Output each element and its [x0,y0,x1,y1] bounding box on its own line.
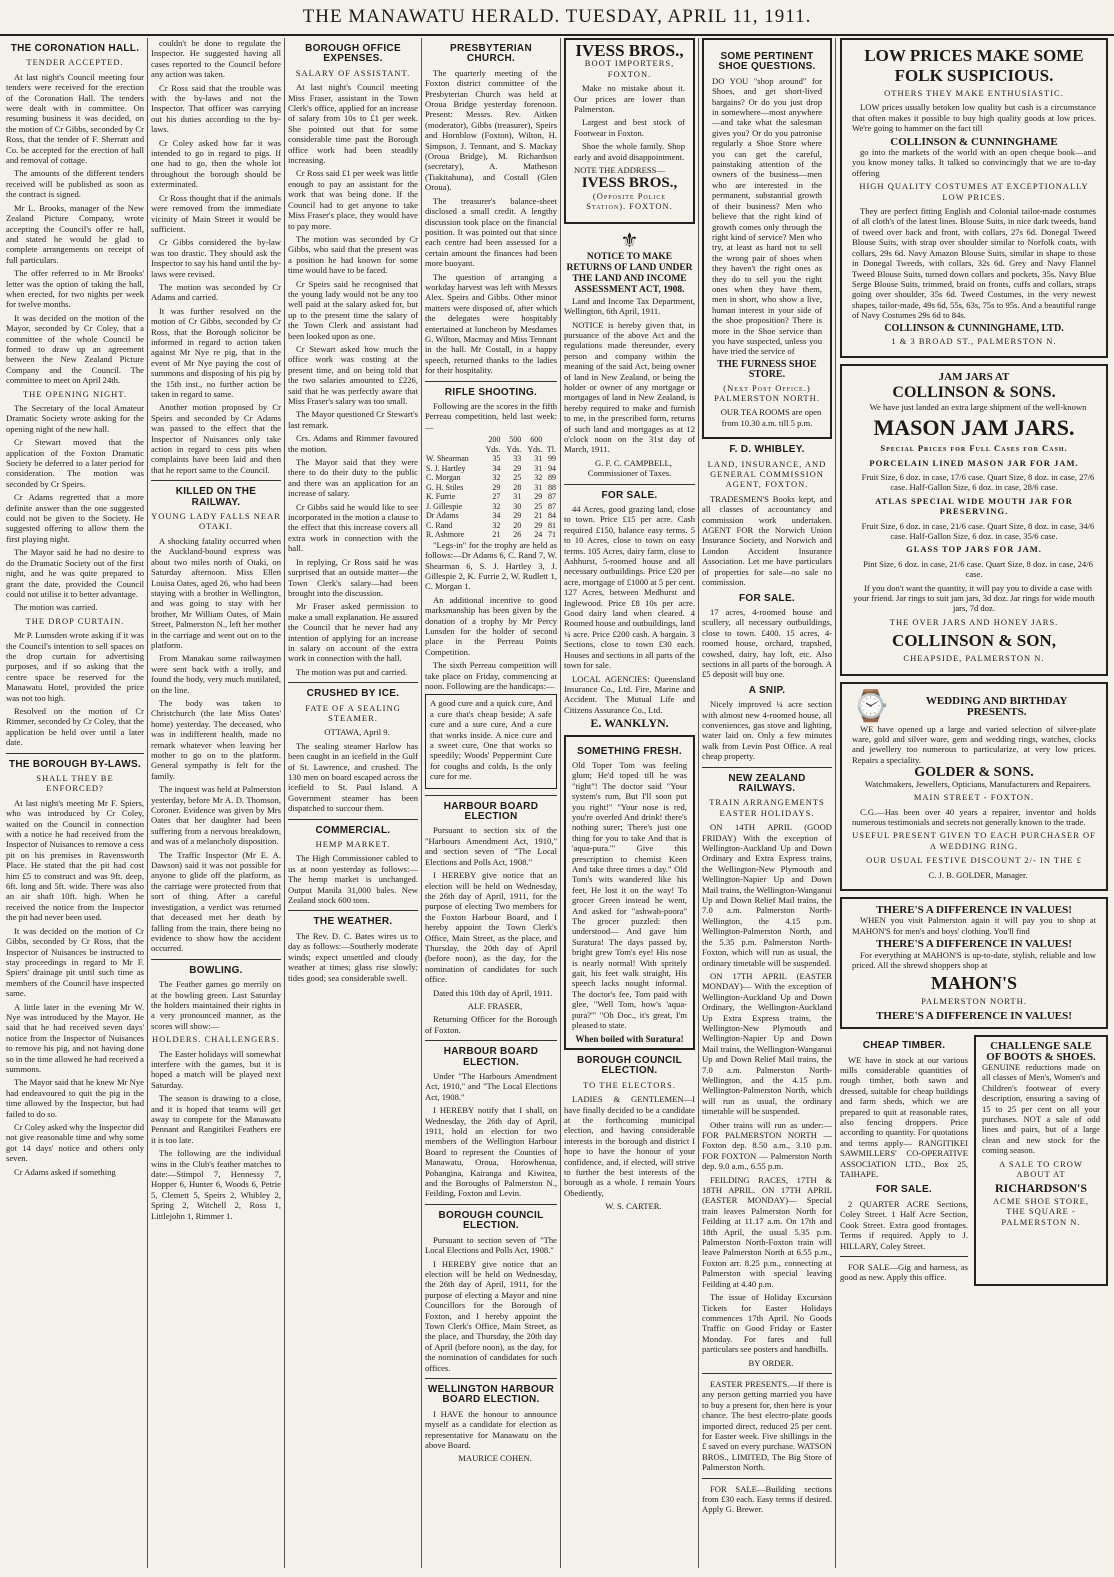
paragraph: If you don't want the quantity, it will pay you to divide a case with your friend. Jar rings to suit jam jars, 3d doz. Jar rings for wide mouth jars, 7d doz. [853,582,1095,614]
paragraph: The Mayor said he had no desire to do the Dramatic Society out of the first night, and he was quite prepared to grant the date, provided the Council could not utilise it to better advantage. [6,547,144,599]
ad-subtitle: Special Prices for Full Cases for Cash. [880,443,1068,454]
divider [702,1478,832,1479]
product-line: GLASS TOP JARS FOR JAM. [906,544,1042,555]
paragraph: ON 17TH APRIL (EASTER MONDAY)— With the exception of Wellington-Auckland Up and Down Ordinary, the Wellington-Auckland Up Extra Express trains, the Wellington-New Plymouth and Wellington-Napier Up and Down Mail trains, the Wellington-Wanganui Up and Down Relief Mail trains, the 7.0 a.m. Palmerston North-Wellington, and the 4.15 p.m. Wellington-Palmerston North, which will run as usual, the ordinary timetable will be suspended. [702,970,832,1117]
column-rule [421,38,422,1568]
subheading: SALARY OF ASSISTANT. [295,67,411,78]
signature: ALF. FRASER, [467,1000,523,1011]
table-row [425,521,557,531]
paragraph: Mr L. Brooks, manager of the New Zealand Picture Company, wrote accepting the Council's offer re hall, and stated he would be glad to complete arrangements on receipt of full particulars. [6,202,144,265]
table-cell: 32 [492,501,501,511]
agent-name: E. WANKLYN. [590,716,669,731]
subheading: YOUNG LADY FALLS NEAR OTAKI. [151,511,281,532]
table-header-cell: Yds. [527,444,543,454]
paragraph: The Easter holidays will somewhat interfere with the games, but it is hoped a match will be played next Saturday. [151,1048,281,1090]
ad-headline: LOW PRICES MAKE SOME FOLK SUSPICIOUS. [864,46,1084,85]
table-cell: 27 [492,492,501,502]
table-cell: 94 [548,463,556,473]
table-cell: 25 [513,473,522,483]
table-cell: 26 [513,530,522,540]
paragraph: go into the markets of the world with an open cheque book—and you know money talks. It talked so convincingly that we are to-day offering [852,147,1096,178]
paragraph: The Feather games go merrily on at the bowling green. Last Saturday the holders maintained their rights in a very pronounced manner, as the scores will show:— [151,979,281,1031]
paragraph: In replying, Cr Ross said he was surprised that an outside matter—the Town Clerk's salary—had been brought into the discussion. [288,556,418,598]
classifieds-column [840,1035,968,1286]
headline-cheap-timber: CHEAP TIMBER. [862,1040,946,1052]
ad-headline: THERE'S A DIFFERENCE IN VALUES! [876,1009,1072,1022]
paragraph: Other trains will run as under:— FOR PALMERSTON NORTH —Foxton dep. 8.50 a.m., 3.10 p.m. FOR FOXTON — Palmerston North dep. 9.0 a.m., 6.55 p.m. [702,1119,832,1172]
furness-shoe-ad [702,38,832,439]
paragraph: Cr Stewart moved that the application of the Foxton Dramatic Society be deferred to a later period for consideration. The motion was seconded by Cr Speirs. [6,437,144,489]
table-cell: 84 [548,511,556,521]
paragraph: The motion was put and carried. [296,666,408,677]
column-2 [151,38,281,1568]
ad-subtitle: (Opposite Police Station). FOXTON. [586,190,673,212]
paragraph: Pint Size, 6 doz. in case, 21/6 case. Quart Size, 8 doz. in case, 24/6 case. [863,558,1093,580]
paragraph: It was decided on the motion of Cr Gibbs, seconded by Cr Ross, that the Inspector of Nuisances be instructed to stay proceedings in regard to Mr F. Spiers' drainage pit until such time as members of the Council have inspected same. [6,925,144,999]
paragraph: couldn't be done to regulate the Inspector. He suggested having all cases reported to the Council before any action was taken. [151,38,281,80]
suratura-ad [564,735,695,1050]
headline-borough-election: BOROUGH COUNCIL ELECTION. [576,1054,683,1077]
paragraph: The season is drawing to a close, and it is hoped that teams will get away to compete for the Manawatu Pennant and Rangitikei Feathers ere it is too late. [151,1093,281,1145]
paragraph: Cr Ross thought that if the animals were removed from the immediate vicinity of Main Street it would be sufficient. [151,192,281,234]
paragraph: The Rev. D. C. Bates wires us to day as follows:—Southerly moderate winds; expect unsettled and cloudy weather at times; glass rise slowly; tides good; sea considerable swell. [288,930,418,983]
table-cell: 87 [548,501,556,511]
paragraph: For everything at MAHON'S is up-to-date, stylish, reliable and low priced. All the shrewd shoppers shop at [852,949,1096,970]
table-cell: 30 [513,501,522,511]
ad-subtitle: HIGH QUALITY COSTUMES AT EXCEPTIONALLY LOW PRICES. [859,181,1089,202]
paragraph: The motion was seconded by Cr Adams and carried. [151,281,281,303]
table-header [425,435,557,445]
column-rule [835,38,836,1568]
paragraph: We have just landed an extra large shipment of the well-known [869,401,1087,412]
paragraph: I HAVE the honour to announce myself as a candidate for election as representative for Manawatu on the above Board. [425,1408,557,1450]
paragraph: At last night's meeting Mr F. Spiers, who was introduced by Cr Coley, waited on the Council in connection with a notice he had received from the Inspector of Nuisances to remove a cess pit on his premises in Ravensworth Place. He stated that the pit had cost him £5 to construct and was 9ft. deep, 6ft. long and 5ft. wide. There was also an air shaft 10ft. high. When he received the notice from the Inspector the pit had never been used. [6,797,144,923]
paragraph: ON 14TH APRIL (GOOD FRIDAY) With the exception of Wellington-Auckland Up and Down Ordinary and Extra Express trains, the Wellington-New Plymouth and Wellington-Napier Up and Down Mail trains, the Wellington-Wanganui Up and Down Relief Mail trains, the 7.0 a.m. Palmerston North-Wellington, the 4.15 p.m. Wellington-Palmerston North, and the 5.35 p.m. Palmerston North-Foxton, which will run as usual, the ordinary timetable will be suspended. [702,822,832,968]
headline-rifle-shooting: RIFLE SHOOTING. [444,386,538,398]
ad-brand: THE FURNESS SHOE STORE. [717,358,817,381]
headline-borough-election: BOROUGH COUNCIL ELECTION. [438,1209,544,1232]
paragraph: Make no mistake about it. Our prices are lower than Palmerston. [574,83,685,115]
ad-subtitle: CHEAPSIDE, PALMERSTON N. [903,653,1045,664]
ad-text: DO YOU "shop around" for Shoes, and get short-lived bargains? Or do you just drop in somewhere—most anywhere—and take what the salesman gives you? Or do you patronise regularly a Shoe Store where you can get the careful, painstaking attention of the owners of the business—men who are interested in the permanent, substantial growth of their business? Men who believe that the right kind of growth comes only through the right kind of service? Men who try, at least as hard not to sell the wrong pair of shoes when they haven't the right ones as they do to sell you the right ones when they have them, men in short, who show a live, human interest in your side of the shoe proposition? There is more in the Shoe service than you have suspected, unless you have tried the service of [712,75,822,357]
headline-presbyterian: PRESBYTERIAN CHURCH. [450,43,532,65]
paragraph: Crs. Adams and Rimmer favoured the motion. [288,433,418,454]
table-cell: 81 [548,520,556,530]
paragraph: The body was taken to Christchurch (the late Miss Oates' home) yesterday. The deceased, who was in indifferent health, made no remark whatever when leaving her mother to go on to the platform. General sympathy is felt for the family. [151,697,281,781]
ad-brand: COLLINSON & SONS. [892,383,1056,401]
subheading: HOLDERS. CHALLENGERS. [152,1034,280,1045]
table-header-cell: 600 [530,435,543,445]
divider [425,1040,557,1041]
ad-brand: IVESS BROS., [575,41,684,60]
divider [288,910,418,911]
paragraph: Cr Ross said that the trouble was with the by-laws and not the Inspector. That officer was carrying out his duties according to the by-laws. [151,82,281,135]
mason-jam-jars-ad [840,364,1108,675]
table-cell: 88 [548,482,556,492]
divider [288,682,418,683]
signature: W. S. CARTER. [605,1201,662,1212]
paragraph: Under "The Harbours Amendment Act, 1910," and "The Local Elections Act, 1908." [425,1071,557,1102]
divider [6,753,144,754]
paragraph: The motion was carried. [14,602,98,613]
ad-headline: CHALLENGE SALE OF BOOTS & SHOES. [986,1040,1096,1063]
ad-subtitle: OUR USUAL FESTIVE DISCOUNT 2/- IN THE £ [866,855,1082,866]
product-line: ATLAS SPECIAL WIDE MOUTH JAR FOR PRESERVING. [875,495,1073,517]
table-header-cell: Yds. [485,444,501,454]
table-cell: Dr Adams [426,511,459,521]
headline-something-fresh: SOMETHING FRESH. [577,745,682,757]
dateline: OTTAWA, April 9. [324,727,390,738]
table-cell: R. Ashmore [426,530,465,540]
table-row [425,511,557,521]
headline-coronation-hall: THE CORONATION HALL. [10,43,140,54]
paragraph: EASTER PRESENTS.—If there is any person getting married you have to buy a present for, then here is your chance. The best electro-plate goods imported direct, reduced 25 per cent. for Easter week. Five shillings in the £ saved on every purchase. WATSON BROS., LIMITED, The Big Store of Palmerston North. [702,1378,832,1473]
column-rule [284,38,285,1568]
table-cell: 31 [534,482,543,492]
subheading: THE OPENING NIGHT. [22,388,127,399]
column-rule [147,38,148,1568]
collinson-cunninghame-ad [840,38,1108,358]
paragraph: GENUINE reductions made on all classes of Men's, Women's and Children's footwear of every description, ensuring a saving of 15 to 25 per cent on all your purchases. NOT a sale of odd lines and pairs, but of a large clean and new stock for the coming season. [982,1062,1100,1156]
paragraph: Another motion proposed by Cr Speirs and seconded by Cr Adams was passed to the effect that the Inspector of Nuisances only take action in regard to cess pits when complaints have been laid and then that he report same to the Council. [151,402,281,475]
paragraph: The offer referred to in Mr Brooks' letter was the option of taking the hall, when erected, for two nights per week for twelve months. [6,268,144,310]
column-6 [702,38,832,1568]
subheading: SHALL THEY BE ENFORCED? [36,773,114,794]
richardsons-ad [974,1035,1108,1286]
ivess-bros-ad [564,38,695,224]
table-cell: C. Morgan [426,473,461,483]
ad-headline: JAM JARS AT [938,371,1010,384]
table-cell: 87 [548,492,556,502]
headline-whibley: F. D. WHIBLEY. [729,444,805,456]
table-cell: 21 [492,530,501,540]
ad-subtitle: ACME SHOE STORE, THE SQUARE - PALMERSTON N. [993,1195,1089,1227]
ad-headline: MASON JAM JARS. [873,415,1075,441]
divider [702,767,832,768]
paragraph: Dated this 10th day of April, 1911. [433,987,553,998]
ad-subtitle: 1 & 3 BROAD ST., PALMERSTON N. [891,335,1057,346]
divider [151,480,281,481]
paragraph: C.G.—Has been over 40 years a repairer, inventor and holds numerous testimonials and secrets not generally known to the trade. [852,806,1096,827]
paragraph: Fruit Size, 6 doz. in case, 21/6 case. Quart Size, 8 doz. in case, 34/6 case. Half-Gallon Size, 6 doz. in case, 35/6 case. [861,520,1095,541]
subheading: HEMP MARKET. [315,839,391,850]
paragraph: The Secretary of the local Amateur Dramatic Society wrote asking for the opening night of the new hall. [6,403,144,434]
table-cell: 32 [492,520,501,530]
signature: G. F. C. CAMPBELL, Commissioner of Taxes. [587,457,672,479]
paragraph: Cr Gibbs said he would like to see incorporated in the motion a clause to the effect that this increase covers all extra work in connection with the hall. [288,501,418,554]
column-rule [560,38,561,1568]
table-row [425,502,557,512]
table-header-cell: 200 [488,435,501,445]
divider [425,795,557,796]
paragraph: I HEREBY give notice that an election will be held on Wednesday, the 26th day of April, 1911, for the purpose of electing Two members for the Foxton Harbour Board, and I hereby appoint the Town Clerk's Office, Main Street, as the place, and Thursday, the 20th day of April (before noon), as the day, for the nomination of candidates for such office. [425,870,557,985]
paragraph: Shoe the whole family. Shop early and avoid disappointment. [574,141,685,162]
paragraph: The Mayor said that they were there to do their duty to the public and there was an application for an increase of salary. [288,457,418,499]
table-header-cell: Tl. [546,444,556,454]
paragraph: WE have opened up a large and varied selection of silver-plate ware, gold and silver ware, gem and wedding rings, watches, clocks and jewellery too numerous to particularize, at very low prices. Repairs a speciality. [852,723,1096,765]
paragraph: Returning Officer for the Borough of Foxton. [425,1014,557,1035]
divider [425,1204,557,1205]
divider [564,484,695,485]
ad-brand: IVESS BROS., [581,175,678,192]
subheading: THE DROP CURTAIN. [25,615,125,626]
paragraph: NOTE THE ADDRESS— [574,165,666,176]
paragraph: I HEREBY give notice that an election will be held on Wednesday, the 26th day of April, 1911, for the purpose of electing a Mayor and nine Councillors for the Borough of Foxton, and I hereby appoint the Town Clerk's Office, Main Street, as the place, and Thursday, the 20th day of April (before noon), as the day, for the nomination of candidates for such offices. [425,1258,557,1373]
headline-bowling: BOWLING. [189,964,243,976]
table-row [425,454,557,464]
table-cell: 29 [534,520,543,530]
paragraph: Cr Stewart asked how much the office work was costing at the present time, and on being told that the two salaries amounted to £226, said that he was perfectly aware that Miss Fraser's salary was too small. [288,343,418,406]
crest-icon: ⚜ [620,229,639,252]
paragraph: Nicely improved ¼ acre section with almost new 4-roomed house, all conveniences, gas stove and lighting, water laid on. Only a few minutes walk from Levin Post Office. A real cheap property. [702,699,832,762]
paragraph: Land and Income Tax Department, Wellington, 6th April, 1911. [564,295,695,317]
paragraph: LOCAL AGENCIES: Queensland Insurance Co., Ltd. Fire, Marine and Accident. The Mutual Life and Citizens Assurance Co., Ltd. [564,673,695,715]
column-1 [6,38,144,1568]
pocket-watch-icon: ⌚ [852,689,890,723]
table-cell: J. Gillespie [426,501,462,511]
table-cell: 71 [548,530,556,540]
table-cell: 34 [492,511,501,521]
ad-subtitle: BOOT IMPORTERS, FOXTON. [584,58,675,79]
divider [151,959,281,960]
ad-text: A good cure and a quick cure, And a cure that's cheap beside; A safe cure and a sure cure, And a cure that works inside. A nice cure and a sweet cure, One that works so speedily; Woods' Peppermint Cure for coughs and colds, Is the only cure for me. [430,698,552,782]
paragraph: Pursuant to section seven of "The Local Elections and Polls Act, 1908." [425,1234,557,1256]
paragraph: The sealing steamer Harlow has been caught in an icefield in the Gulf of St. Lawrence, and crushed. The 130 men on board escaped across the icefield to St. Paul Island. A Government steamer has been dispatched to succour them. [288,740,418,814]
divider [840,1256,968,1257]
table-cell: W. Shearman [426,454,469,464]
table-cell: C. Rand [426,520,453,530]
score-table [425,435,557,540]
table-header [425,445,557,455]
headline-harbour-election: HARBOUR BOARD ELECTION [443,800,539,823]
ad-subtitle: MAIN STREET - FOXTON. [913,792,1035,803]
table-cell: 25 [534,501,543,511]
subheading: TRAIN ARRANGEMENTS EASTER HOLIDAYS. [709,797,825,818]
ad-headline: WEDDING AND BIRTHDAY PRESENTS. [925,695,1068,718]
paragraph: At last night's Council meeting four tenders were received for the erection of the Coronation Hall. The tenders were dealt with in committee. On resuming business it was decided, on the motion of Cr Gibbs, seconded by Cr Ross, that the tender of F. Sherratt and Co. be accepted for the erection of hall and removal of cottage. [6,71,144,166]
signature: C. J. B. GOLDER, Manager. [928,869,1028,880]
divider [425,381,557,382]
paragraph: LADIES & GENTLEMEN—I have finally decided to be a candidate at the forthcoming municipal election, and having considerable interests in the borough and district I hope to have the honour of your confidence, and, if elected, will strive to further the best interests of the borough as a whole. I remain Yours Obediently, [564,1094,695,1198]
paragraph: Mr P. Lumsden wrote asking if it was the Council's intention to sell spaces on the drop curtain for advertising purposes, and if so asking that the centre space be reserved for the Manawatu Hotel, provided the price was not too high. [6,630,144,703]
column-rule [698,38,699,1568]
paragraph: At last night's Council meeting Miss Fraser, assistant in the Town Clerk's office, applied for an increase of salary from 10s to £1 per week. She pointed out that for some considerable time past the Borough office work had been steadily increasing. [288,82,418,166]
table-cell: 29 [492,482,501,492]
paragraph: Pursuant to section six of the "Harbours Amendment Act, 1910," and section seven of "The Local Elections and Polls Act, 1908." [425,825,557,867]
headline-wellington-harbour: WELLINGTON HARBOUR BOARD ELECTION. [427,1383,555,1406]
paragraph: It was decided on the motion of the Mayor, seconded by Cr Coley, that a committee of the whole Council be formed to draw up an agreement between the New Zealand Picture Company and the Council. The committee to meet on April 24th. [6,312,144,386]
paragraph: The Traffic Inspector (Mr E. A. Dawson) said it was not possible for anyone to glide off the platform, as the carriage were protected from that sort of thing. After a careful investigation, a verdict was returned that deceased met her death by falling from the train, there being no evidence to show how the accident occurred. [151,849,281,954]
table-cell: 24 [534,530,543,540]
ad-brand: COLLINSON & CUNNINGHAME [890,135,1058,148]
table-row [425,492,557,502]
paragraph: OUR TEA ROOMS are open from 10.30 a.m. till 5 p.m. [720,407,822,428]
paragraph: An additional incentive to good marksmanship has been given by the donation of a trophy by Mr Percy Lunsden for the holder of second place in the Perreau Points Competition. [425,594,557,657]
headline-crushed-by-ice: CRUSHED BY ICE. [306,688,400,700]
paragraph: The treasurer's balance-sheet disclosed a small credit. A lengthy discussion took place on the financial position. It was pointed out that since each centre had been assessed for a certain amount the finances had been more buoyant. [425,195,557,269]
table-cell: 35 [492,454,501,464]
paragraph: The Mayor questioned Cr Stewart's last remark. [288,409,418,430]
headline-office-expenses: BOROUGH OFFICE EXPENSES. [305,43,401,65]
paragraph: Cr Gibbs considered the by-law was too drastic. They should ask the Inspector to say his hand until the by-laws were revised. [151,237,281,279]
paragraph: "Legs-in" for the trophy are held as follows:—Dr Adams 6, C. Rand 7, W. Shearman 6, S. J. Hartley 3, J. Gillespie 2, K. Furrie 2, W. Rudlett 1, C. Morgan 1. [425,539,557,592]
paragraph: LOW prices usually betoken low quality but cash is a circumstance that often makes it possible to buy high quality goods at low prices. We're going to hammer on the fact till [852,102,1096,134]
headline-weather: THE WEATHER. [313,916,393,928]
paragraph: Watchmakers, Jewellers, Opticians, Manufacturers and Repairers. [864,778,1092,789]
table-cell: 31 [513,492,522,502]
paragraph: TRADESMEN'S Books kept, and all classes of accountancy and commission work undertaken. AGENT FOR the Norwich Union Insurance Society, and Norwich and London Accident Insurance Association. Let me have particulars of properties for sale—no sale no commission. [702,493,832,588]
headline-commercial: COMMERCIAL. [315,824,391,836]
table-cell: 32 [534,473,543,483]
subheading: TO THE ELECTORS. [583,1079,676,1090]
table-cell: 31 [534,463,543,473]
ad-text: Old Toper Tom was feeling glum; He'd toped till he was "tight"! The doctor said "Your system's rum, But I'll soon put you right!" "Your nose is red, you're overfed And drink! there's nothing surer; There's just one thing for you to take And that is 'aqua-pura.'" Give this prescription to chemist Keen And take three times a day." Old Tom's wits wandered like his feet, He lost it on the way! To grocer Green instead he went, And asked for "ashwah-poora" The grocer puzzled: then understood— And gave him Suratura! The days passed by, bright grew Tom's eye! His nose is nearly normal! With spritely gait, his feet walk straight, His speech lacks nought informal. The doctor's fee, Tom paid with glee, "Well Tom, how's 'aqua-pura?'" "Oh Doc., it's great, I'm pleased to state. [572,759,687,1031]
ad-brand: RICHARDSON'S [994,1181,1087,1196]
paragraph: Following are the scores in the fifth Perreau competition, held last week:— [425,401,557,432]
paragraph: The Mayor said that he knew Mr Nye had endeavoured to quit the pig in the time allowed by the Inspector, but had failed to do so. [6,1077,144,1119]
ad-tagline: When boiled with Suratura! [575,1033,684,1044]
table-cell: 99 [548,454,556,464]
notice-heading: NOTICE TO MAKE RETURNS OF LAND UNDER THE LAND AND INCOME ASSESSMENT ACT, 1908. [566,251,693,295]
paragraph: The sixth Perreau competition will take place on Friday, commencing at noon. Following are the handicaps:— [425,660,557,691]
paragraph: The quarterly meeting of the Foxton district committee of the Presbyterian Church was held at Oroua Bridge yesterday forenoon. Present: Messrs. Rev. Aitken (moderator), Gibbs (treasurer), Speirs and Hornblow (Foxton), Wilton, H. Simpson, J. Tennant, and S. Mackay (Oroua Bridge), M. Richardson (secretary), A. Matheson (Tiakitahuna), and Costall (Glen Oroua). [425,67,557,193]
paragraph: Cr Speirs said he recognised that the young lady would not be any too well paid at the salary asked for, but up to the present time the salary of the Town Clerk and assistant had been looked upon as one. [288,278,418,341]
paragraph: The question of arranging a workday harvest was left with Messrs Alex. Speirs and Gibbs. Other minor matters were disposed of, after which the delegates were hospitably entertained at luncheon by Mesdames G. Wilton, Macmay and Miss Tennant in the hall. Mr Costall, in a happy speech, returned thanks to the ladies for their hospitality. [425,271,557,376]
table-cell: 32 [492,473,501,483]
headline-for-sale: FOR SALE. [875,1184,933,1196]
headline-killed-railway: KILLED ON THE RAILWAY. [175,486,257,508]
paragraph: Cr Ross said £1 per week was little enough to pay an assistant for the work that was being done. If the Council had to get anyone to take Miss Fraser's place, they would have to pay more. [288,168,418,231]
headline-for-sale: FOR SALE. [601,489,658,501]
paragraph: They are perfect fitting English and Colonial tailor-made costumes of all cloth's of the latest lines. Blouse Suits, in nice dark tweeds, band of tweed over back and front, with collars, 27s 6d. Donegal Tweed Blouse Suits, with strap over shoulder similar to Norfolk coats, with collars, 29s 6d. Navy Amazon Blouse Suits, similar in shape to those in Donegal Tweeds, with collars, 32s 6d. Grey and Navy Flannel Tweed Blouse Suits, turned down collars and pockets, 35s. Navy Blue Serge Blouse Suits, trimmed, braid on fronts, cuffs and collars, straps going over shoulder, 35s 6d. Tweed Costumes, in the very newest shapes, tailor-made, 49s 6d, 55s, 63s, 75s to 95s. And a beautiful range of Navy Costumes 29s 6d to 84s. [852,206,1096,321]
paragraph: It was further resolved on the motion of Cr Gibbs, seconded by Cr Ross, that the Borough solicitor be informed in regard to action taken against Mr Nye re pig, that in the event of Mr Nye paying the cost of summons and disposing of his pig by the 15th inst., no further action be taken in regard to same. [151,305,281,399]
table-cell: 21 [534,511,543,521]
paragraph: Fruit Size, 6 doz. in case, 17/6 case. Quart Size, 8 doz. in case, 27/6 case. Half-Gallon Size, 6 doz. in case, 28/6 case. [861,471,1095,493]
paragraph: I HEREBY notify that I shall, on Wednesday, the 26th day of April, 1911, hold an election for two members of the Wellington Harbour Board to represent the Counties of Manawatu, Oroua, Horowhenua, Pohangina, Kairanga and Kiwitea, and the Boroughs of Palmerston N., Feilding, Foxton and Levin. [425,1105,557,1199]
paragraph: 17 acres, 4-roomed house and scullery, all necessary outbuildings, close to town. £400. 15 acres, 4-roomed house, orchard, trapshed, cowshed, dairy, hay loft, etc. Also sections in all parts of the borough. A £5 deposit will buy one. [702,606,832,680]
signature: BY ORDER. [748,1357,794,1368]
paragraph: A shocking fatality occurred when the Auckland-bound express was about two miles north of Otaki, on Saturday afternoon. Miss Ellen Louisa Oates, aged 26, who had been staying with a brother in Wellington, and was going to stay with her brother, Mr William Oates, of Main Street, Palmerston N., left her mother in the carriage and went out on to the platform. [151,535,281,650]
headline-railways: NEW ZEALAND RAILWAYS. [728,772,806,794]
headline-for-sale: FOR SALE. [738,592,796,604]
paragraph: Cr Adams asked if something [14,1166,116,1177]
table-cell: G. H. Stiles [426,482,464,492]
paragraph: The motion was seconded by Cr Gibbs, who said that the present was a position he had known for some time would have to be faced. [288,233,418,276]
paragraph: WHEN you visit Palmerston again it will pay you to shop at MAHON'S for men's and boys' clothing. You'll find [852,915,1096,936]
paragraph: A little later in the evening Mr W. Nye was introduced by the Mayor. He said that he had received seven days' notice from the Inspector of Nuisances to remove his pig, and not having done so in the time allowed he had received a summons. [6,1001,144,1074]
paragraph: 2 QUARTER ACRE Sections, Coley Street. 1 Half Acre Section, Cook Street. Extra good frontages. Terms if required. Apply to J. HILLARY, Coley Street. [840,1198,968,1251]
headline-shoe-questions: SOME PERTINENT SHOE QUESTIONS. [718,51,816,73]
paragraph: WE have in stock at our various mills considerable quantities of rough timber, both sawn and dressed, suitable for cheap buildings and farm sheds, which we are prepared to quit at reasonable rates, also fencing droppers. Price according to quantity. For quotations and terms apply— RANGITIKEI SAWMILLERS' CO-OPERATIVE ASSOCIATION LTD., Box 25, TAIHAPE. [840,1054,968,1180]
subheading: TENDER ACCEPTED. [26,57,124,68]
product-line: PORCELAIN LINED MASON JAR FOR JAM. [869,457,1079,468]
ad-brand: GOLDER & SONS. [914,765,1034,781]
headline-borough-bylaws: THE BOROUGH BY-LAWS. [8,758,142,770]
table-header-cell [425,445,480,455]
divider [288,819,418,820]
table-cell: 31 [534,454,543,464]
ad-subtitle: (Next Post Office.) PALMERSTON NORTH. [714,382,820,403]
paragraph: The amounts of the different tenders received will be published as soon as the contract is signed. [6,168,144,200]
table-cell: 29 [513,511,522,521]
paragraph: Cr Adams regretted that a more definite answer than the one suggested could not be given to the Society. He suggested offering to allow them the first playing night. [6,492,144,544]
table-header-cell [425,435,480,445]
paragraph: The following are the individual wins in the Club's feather matches to date:—Stimpol 7, Hennessy 7, Hopper 6, Hunter 6, Woods 6, Petrie 5, Clemett 5, Speirs 2, Whibley 2, Spring 2, Witchell 2, Ross 1, Littlejohn 1, Rimmer 1. [151,1148,281,1221]
paragraph: The issue of Holiday Excursion Tickets for Easter Holidays commences 17th April. No Goods Traffic on Good Friday or Easter Monday. For fares and full particulars see posters and handbills. [702,1292,832,1355]
table-cell: 89 [548,473,556,483]
table-header-cell: 500 [509,435,522,445]
ad-subtitle: OTHERS THEY MAKE ENTHUSIASTIC. [884,88,1064,98]
signature: MAURICE COHEN. [458,1453,532,1464]
divider [702,1373,832,1374]
column-3 [288,38,418,1568]
column-5 [564,38,695,1568]
paragraph: The High Commissioner cabled to us at noon yesterday as follows:—The hemp market is unchanged. Output Manila 31,000 bales. New Zealand stock 600 tons. [288,853,418,906]
woods-peppermint-ad [425,694,557,788]
divider [425,1378,557,1379]
table-cell: S. J. Hartley [426,463,466,473]
bottom-ads-row [840,1035,1108,1286]
column-7 [840,38,1108,1568]
paragraph: FOR SALE—Gig and harness, as good as new. Apply this office. [840,1261,968,1283]
table-header-cell [543,435,557,445]
subheading: FATE OF A SEALING STEAMER. [305,702,401,723]
table-row [425,473,557,483]
ad-headline: THERE'S A DIFFERENCE IN VALUES! [876,903,1072,916]
ad-subtitle: USEFUL PRESENT GIVEN TO EACH PURCHASER OF A WEDDING RING. [852,830,1096,851]
ad-subtitle: THE OVER JARS AND HONEY JARS. [889,616,1059,627]
paragraph: FEILDING RACES, 17TH & 18TH APRIL. ON 17TH APRIL (EASTER MONDAY)— Special train leaves Palmerston North for Feilding at 11.17 a.m. On 17th and 18th April, the usual 5.35 p.m. Palmerston North-Foxton train will leave Palmerston North at 6.55 p.m., Foxton arr. 8.25 p.m., connecting at Palmerston with special leaving Feilding at 4.40 p.m. [702,1174,832,1289]
table-row [425,483,557,493]
table-header-cell: Yds. [506,444,522,454]
column-4 [425,38,557,1568]
headline-a-snip: A SNIP. [748,684,786,696]
ad-brand: COLLINSON & CUNNINGHAME, LTD. [884,322,1064,334]
paragraph: FOR SALE—Building sections from £30 each. Easy terms if desired. Apply G. Brewer. [702,1483,832,1515]
ad-brand: MAHON'S [930,973,1017,994]
subheading: LAND, INSURANCE, AND GENERAL COMMISSION AGENT, FOXTON. [707,458,827,490]
ad-subtitle: PALMERSTON NORTH. [921,996,1027,1007]
golder-sons-ad [840,682,1108,891]
paragraph: 44 Acres, good grazing land, close to town. Price £15 per acre. Cash required £150, balance easy terms. 5 to 10 Acres, close to town on easy terms. 105 Acres, dairy farm, close to Ashhurst, 5-roomed house and all necessary outbuildings. Price £20 per acre, mortgage of £1000 at 5 per cent. 127 Acres, between Medhurst and Inglewood. Price £8 10s per acre. Good dairy land when cleared. 4 Roomed house and outbuildings, land ¼ acre. Price £200 cash. A bargain. 3 Sections, close to town £30 each. Houses and sections in all parts of the town for sale. [564,504,695,671]
ad-brand: COLLINSON & SON, [892,631,1056,651]
ad-headline: THERE'S A DIFFERENCE IN VALUES! [876,938,1072,951]
paragraph: Cr Coley asked why the Inspector did not give reasonable time and why some got 14 days' notice and others only seven. [6,1122,144,1164]
paragraph: Resolved on the motion of Cr Rimmer, seconded by Cr Coley, that the application be held over until a later date. [6,705,144,748]
table-cell: 28 [513,482,522,492]
ad-subtitle: A SALE TO CROW ABOUT AT [999,1158,1083,1180]
headline-harbour-election-2: HARBOUR BOARD ELECTION. [443,1046,539,1068]
paragraph: Cr Coley asked how far it was intended to go in regard to pigs. If one had to go, then the whole lot throughout the borough should be exterminated. [151,137,281,190]
table-cell: 34 [492,463,501,473]
paragraph: The inquest was held at Palmerston yesterday, before Mr A. D. Thomson, Coroner. Evidence was given by Mrs Oates that her daughter had been suffering from a nervous breakdown, and was of a melancholy disposition. [151,784,281,847]
paragraph: Mr Fraser asked permission to make a small explanation. He assured the Council that he never had any intention of applying for an increase in salary on account of the extra work in connection with the hall. [288,601,418,664]
paragraph: NOTICE is hereby given that, in pursuance of the above Act and the regulations made thereunder, every person and company within the meaning of the said Act, being owner of land in New Zealand, or being the holder or owner of any mortgage or mortgages of land in New Zealand, is hereby required to make and furnish to me, in the prescribed form, returns of such land and mortgages as at 12 o'clock noon on the 31st day of March, 1911. [564,319,695,455]
table-cell: 20 [513,520,522,530]
paragraph: From Manakau some railwaymen were sent back with a trolly, and found the body, very much mutilated, on the line. [151,653,281,695]
table-cell: 33 [513,454,522,464]
masthead: THE MANAWATU HERALD. TUESDAY, APRIL 11, 1911. [0,0,1114,36]
table-cell: 29 [513,463,522,473]
table-row [425,464,557,474]
mahons-ad [840,897,1108,1029]
paragraph: Largest and best stock of Footwear in Foxton. [574,117,685,138]
table-cell: 29 [534,492,543,502]
table-row [425,530,557,540]
table-cell: K. Furrie [426,492,456,502]
